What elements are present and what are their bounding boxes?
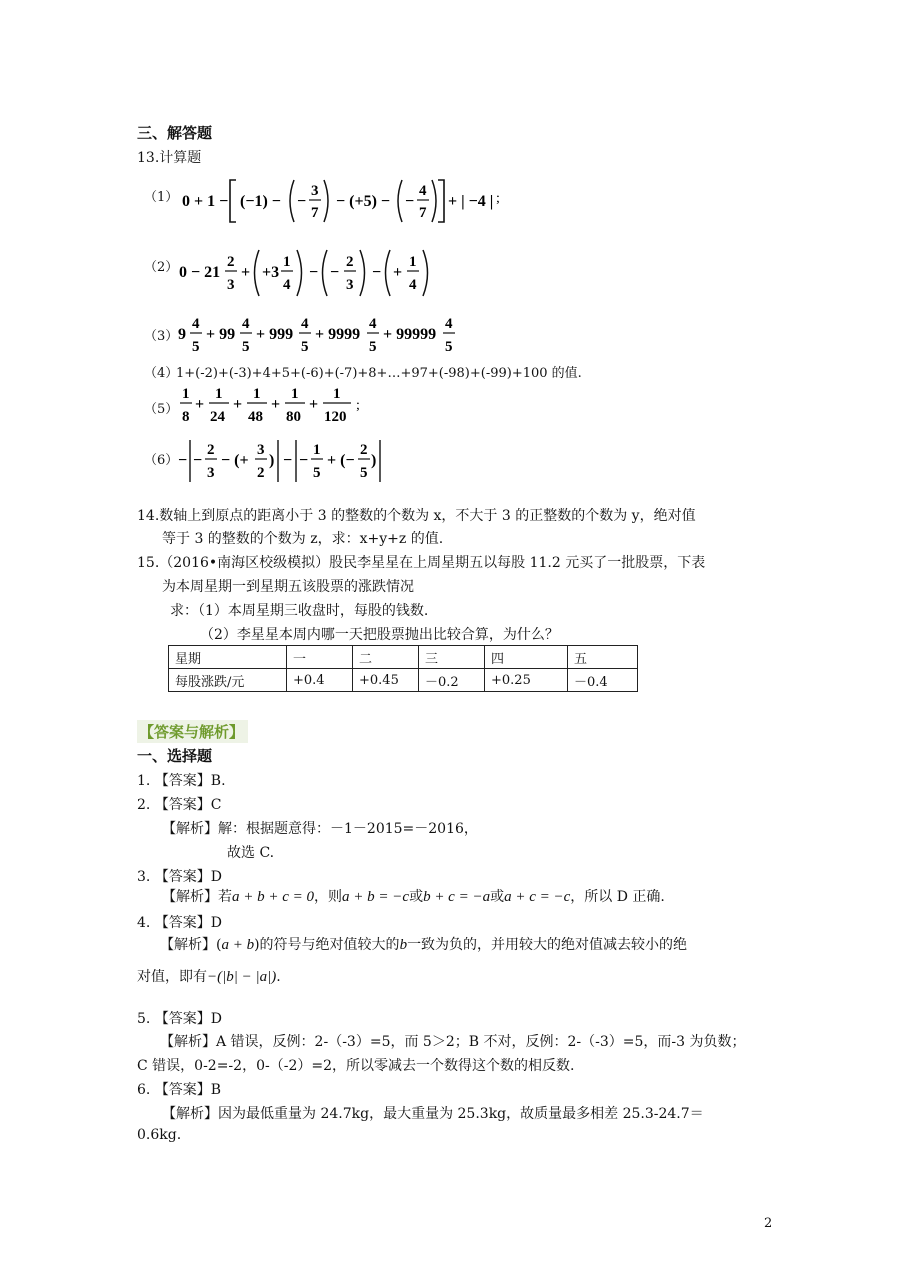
table-cell: 五 xyxy=(568,646,638,669)
table-header-row xyxy=(169,646,638,669)
svg-text:2: 2 xyxy=(207,442,215,458)
svg-text:3: 3 xyxy=(227,277,235,293)
svg-text:−: − xyxy=(283,452,293,469)
table-cell: －0.4 xyxy=(568,669,638,692)
item-1-expression xyxy=(178,176,508,226)
text-run: ，则 xyxy=(314,889,343,905)
question-15-ask-1: 求：（1）本周星期三收盘时，每股的钱数. xyxy=(170,603,429,619)
item-5-label: （5） xyxy=(144,402,179,417)
answer-5-explanation-2: C 错误，0-2=-2，0-（-2）=2，所以零减去一个数得这个数的相反数. xyxy=(137,1058,575,1074)
question-13: 13.计算题 xyxy=(137,150,202,166)
svg-text:+: + xyxy=(271,396,281,413)
text-run: 【解析】若 xyxy=(162,889,232,905)
svg-text:+: + xyxy=(393,264,403,281)
svg-text:4: 4 xyxy=(369,316,377,332)
table-cell: 三 xyxy=(419,646,485,669)
svg-text:5: 5 xyxy=(301,339,309,355)
answer-3: 3. 【答案】D xyxy=(137,869,223,885)
svg-text:80: 80 xyxy=(286,409,301,425)
svg-text:4: 4 xyxy=(419,183,427,199)
stock-change-table xyxy=(168,645,638,692)
svg-text:−: − xyxy=(297,193,307,210)
math-run: a + b + c = 0 xyxy=(232,889,315,905)
svg-text:5: 5 xyxy=(313,465,321,481)
section-title: 三、解答题 xyxy=(137,124,213,142)
table-cell: +0.4 xyxy=(287,669,353,692)
svg-text:3: 3 xyxy=(311,183,319,199)
answer-2-explanation-1: 【解析】解：根据题意得：－1－2015=－2016， xyxy=(162,821,478,837)
answer-2: 2. 【答案】C xyxy=(137,797,222,813)
text-run: 一致为负的，并用较大的绝对值减去较小的绝 xyxy=(407,937,688,953)
item-4-text: 1+(-2)+(-3)+4+5+(-6)+(-7)+8+…+97+(-98)+(-99)+100 的值. xyxy=(176,366,582,381)
svg-text:2: 2 xyxy=(360,442,368,458)
svg-text:(−1) −: (−1) − xyxy=(240,193,281,210)
text-run: ，所以 D 正确. xyxy=(570,889,665,905)
answer-6: 6. 【答案】B xyxy=(137,1082,222,1098)
svg-text:+ 99999: + 99999 xyxy=(383,326,437,343)
svg-text:5: 5 xyxy=(445,339,453,355)
svg-text:0 + 1 −: 0 + 1 − xyxy=(182,193,229,210)
svg-text:1: 1 xyxy=(215,386,223,402)
table-cell: +0.25 xyxy=(485,669,568,692)
svg-text:−: − xyxy=(309,264,319,281)
svg-text:3: 3 xyxy=(346,277,354,293)
math-run: a + c = −c xyxy=(504,889,571,905)
svg-text:): ) xyxy=(371,452,377,469)
svg-text:120: 120 xyxy=(324,409,347,425)
svg-text:+ 999: + 999 xyxy=(256,326,294,343)
item-1-label: （1） xyxy=(144,190,179,205)
svg-text:−: − xyxy=(372,264,382,281)
table-cell: 每股涨跌/元 xyxy=(169,669,287,692)
answer-6-explanation-1: 【解析】因为最低重量为 24.7kg，最大重量为 25.3kg，故质量最多相差 25.3-24.7＝ xyxy=(162,1106,704,1122)
table-cell: 二 xyxy=(353,646,419,669)
svg-text:5: 5 xyxy=(242,339,250,355)
answer-6-explanation-2: 0.6kg. xyxy=(137,1127,182,1143)
table-cell: +0.45 xyxy=(353,669,419,692)
svg-text:2: 2 xyxy=(257,465,265,481)
svg-text:2: 2 xyxy=(227,254,235,270)
svg-text:− (+: − (+ xyxy=(221,452,249,469)
svg-text:48: 48 xyxy=(248,409,263,425)
svg-text:1: 1 xyxy=(291,386,299,402)
svg-text:24: 24 xyxy=(210,409,225,425)
svg-text:+ (−: + (− xyxy=(327,452,355,469)
svg-text:): ) xyxy=(269,452,275,469)
svg-text:2: 2 xyxy=(346,254,354,270)
math-run: b + c = −a xyxy=(423,889,491,905)
svg-text:5: 5 xyxy=(192,339,200,355)
svg-text:4: 4 xyxy=(301,316,309,332)
svg-text:+ 99: + 99 xyxy=(206,326,236,343)
item-5-expression xyxy=(176,382,376,428)
svg-text:+ 9999: + 9999 xyxy=(315,326,361,343)
math-run: −(|b| − |a|) xyxy=(207,969,277,985)
svg-text:1: 1 xyxy=(409,254,417,270)
svg-text:3: 3 xyxy=(207,465,215,481)
svg-text:+: + xyxy=(195,396,205,413)
svg-text:−: − xyxy=(330,264,340,281)
svg-text:0 − 21: 0 − 21 xyxy=(179,264,221,281)
answers-heading: 【答案与解析】 xyxy=(137,720,248,743)
item-3-expression xyxy=(176,311,466,357)
item-3-label: （3） xyxy=(144,329,179,344)
answer-2-explanation-2: 故选 C. xyxy=(227,845,275,861)
text-run: 或 xyxy=(490,889,505,905)
answers-section-1: 一、选择题 xyxy=(137,747,213,765)
svg-text:1: 1 xyxy=(253,386,261,402)
svg-text:4: 4 xyxy=(283,277,291,293)
svg-text:;: ; xyxy=(356,398,360,413)
svg-text:−: − xyxy=(299,452,309,469)
svg-text:9: 9 xyxy=(178,326,186,343)
svg-text:4: 4 xyxy=(409,277,417,293)
answer-5-explanation-1: 【解析】A 错误，反例：2-（-3）=5，而 5＞2；B 不对，反例：2-（-3）=5，而-3 为负数； xyxy=(160,1034,746,1050)
svg-text:3: 3 xyxy=(257,442,265,458)
svg-text:+: + xyxy=(309,396,319,413)
svg-text:;: ; xyxy=(496,191,500,206)
table-cell: 星期 xyxy=(169,646,287,669)
svg-text:1: 1 xyxy=(182,386,190,402)
svg-text:7: 7 xyxy=(311,205,319,221)
table-cell: 一 xyxy=(287,646,353,669)
question-15-line-2: 为本周星期一到星期五该股票的涨跌情况 xyxy=(162,579,414,595)
question-15-line-1: 15.（2016•南海区校级模拟）股民李星星在上周星期五以每股 11.2 元买了一批股票，下表 xyxy=(137,555,706,571)
svg-text:4: 4 xyxy=(242,316,250,332)
svg-text:−: − xyxy=(405,193,415,210)
text-run: 对值，即有 xyxy=(137,969,207,985)
item-2-expression xyxy=(175,247,435,299)
svg-text:1: 1 xyxy=(333,386,341,402)
svg-text:5: 5 xyxy=(369,339,377,355)
svg-text:4: 4 xyxy=(192,316,200,332)
item-6-expression xyxy=(176,436,386,486)
item-2-label: （2） xyxy=(144,260,179,275)
svg-text:8: 8 xyxy=(182,409,190,425)
answer-5: 5. 【答案】D xyxy=(137,1011,223,1027)
text-run: 【解析】( xyxy=(160,937,222,953)
text-run: )的符号与绝对值较大的 xyxy=(254,937,400,953)
table-cell: 四 xyxy=(485,646,568,669)
item-4-label: （4） xyxy=(144,366,179,381)
math-run: a + b = −c xyxy=(342,889,410,905)
answer-1: 1. 【答案】B. xyxy=(137,773,226,789)
table-cell: －0.2 xyxy=(419,669,485,692)
math-run: b xyxy=(399,937,408,953)
math-run: a + b xyxy=(221,937,255,953)
svg-text:+: + xyxy=(241,264,251,281)
answer-3-explanation xyxy=(162,886,665,906)
svg-text:+ | −4 |: + | −4 | xyxy=(448,193,494,210)
svg-text:7: 7 xyxy=(419,205,427,221)
question-14-line-1: 14.数轴上到原点的距离小于 3 的整数的个数为 x，不大于 3 的正整数的个数为 y，绝对值 xyxy=(137,508,696,524)
question-14-line-2: 等于 3 的整数的个数为 z，求：x+y+z 的值. xyxy=(162,531,444,547)
svg-text:5: 5 xyxy=(360,465,368,481)
svg-text:1: 1 xyxy=(313,442,321,458)
svg-text:− (+5) −: − (+5) − xyxy=(336,193,391,210)
text-run: 或 xyxy=(409,889,424,905)
svg-text:4: 4 xyxy=(445,316,453,332)
question-15-ask-2: （2）李星星本周内哪一天把股票抛出比较合算，为什么？ xyxy=(200,627,559,643)
table-row xyxy=(169,669,638,692)
answer-4-explanation-2 xyxy=(137,966,281,986)
item-6-label: （6） xyxy=(144,453,179,468)
svg-text:−: − xyxy=(193,452,203,469)
svg-text:−: − xyxy=(178,452,188,469)
svg-text:+: + xyxy=(233,396,243,413)
svg-text:1: 1 xyxy=(283,254,291,270)
text-run: . xyxy=(276,969,281,985)
page-number: 2 xyxy=(764,1216,773,1231)
answer-4-explanation-1 xyxy=(160,934,687,954)
svg-text:+3: +3 xyxy=(262,264,280,281)
answer-4: 4. 【答案】D xyxy=(137,915,223,931)
